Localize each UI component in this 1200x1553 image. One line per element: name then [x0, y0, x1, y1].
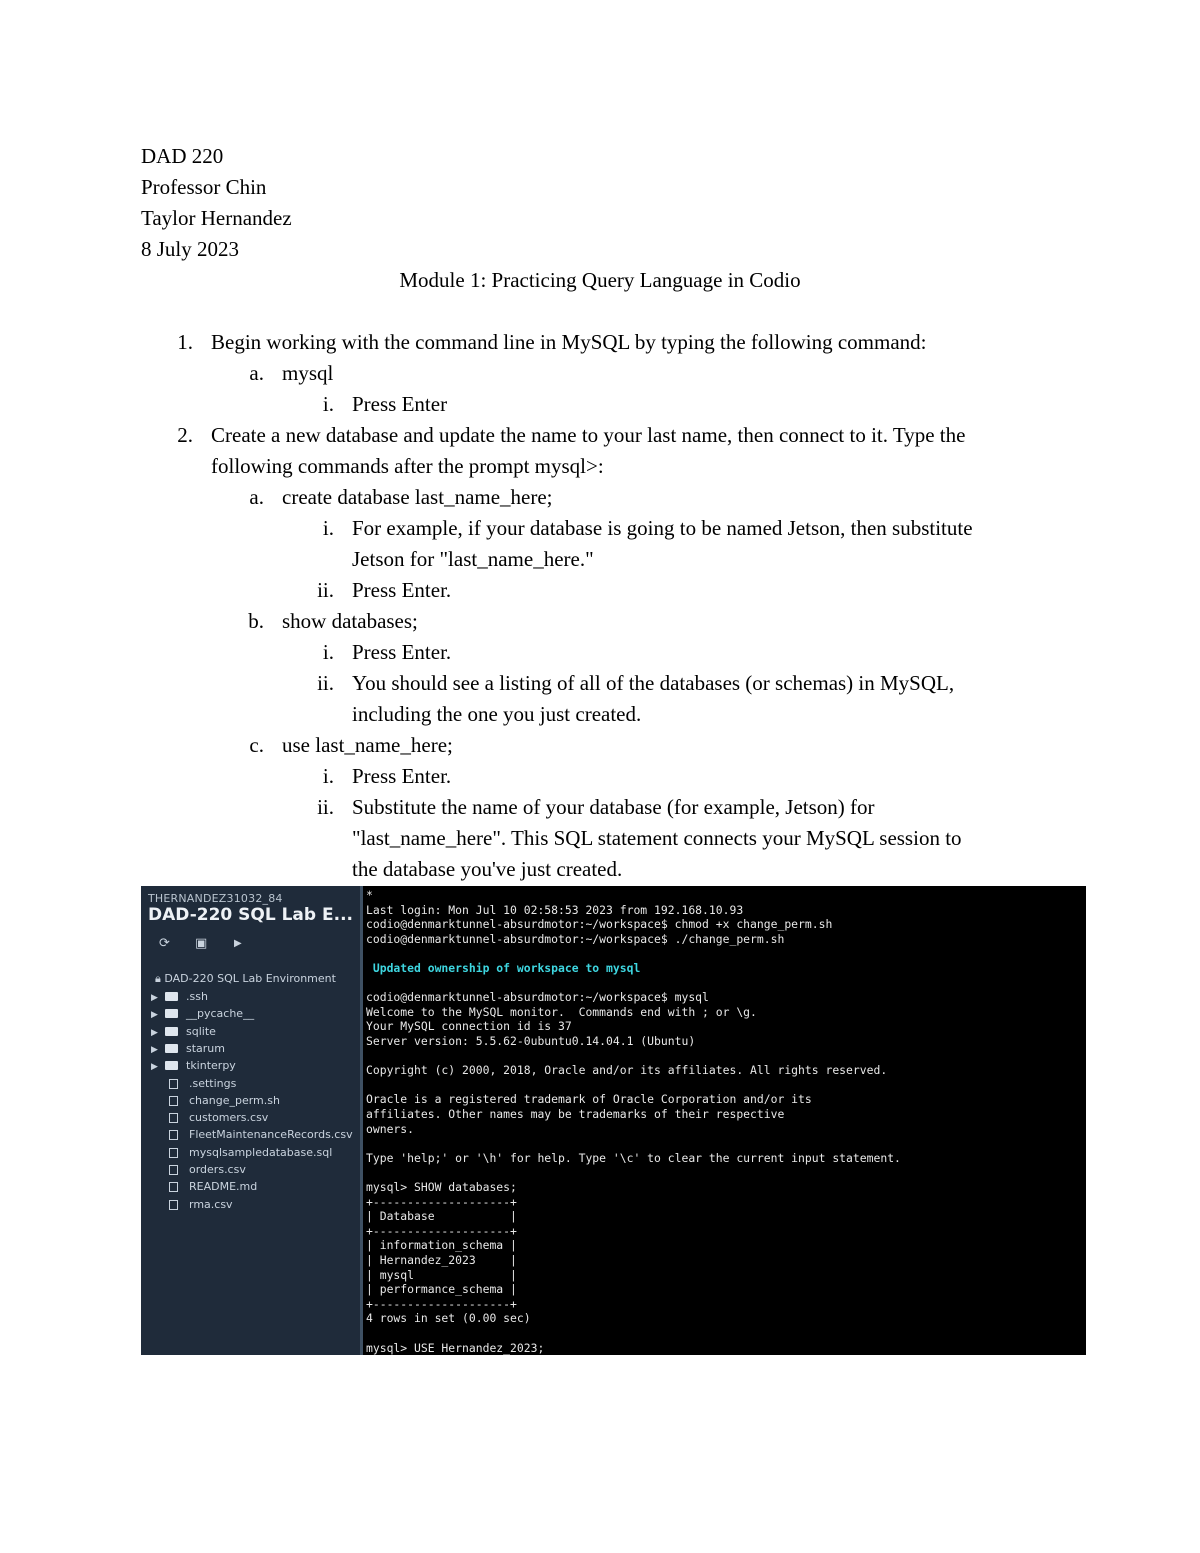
- file-item[interactable]: [169, 1161, 246, 1178]
- folder-item[interactable]: [151, 988, 208, 1005]
- lock-icon: 🔒︎: [155, 972, 161, 985]
- subsubstep-text: Press Enter.: [352, 578, 452, 602]
- substep-text: show databases;: [282, 609, 418, 633]
- file-item[interactable]: [169, 1144, 332, 1161]
- folder-item[interactable]: [151, 1057, 236, 1074]
- terminal-panel[interactable]: [363, 886, 1086, 1355]
- file-label: customers.csv: [189, 1111, 269, 1125]
- student-name: Taylor Hernandez: [141, 206, 292, 230]
- file-item[interactable]: [169, 1178, 257, 1195]
- file-label: FleetMaintenanceRecords.csv: [189, 1128, 353, 1142]
- file-label: rma.csv: [189, 1197, 233, 1211]
- folder-label: tkinterpy: [186, 1059, 236, 1073]
- folder-icon: [165, 1009, 178, 1018]
- subsubstep-label: ii.: [317, 671, 334, 695]
- step-number: 1.: [177, 330, 193, 354]
- terminal-line: Oracle is a registered trademark of Oracle Corporation and/or its: [366, 1092, 812, 1107]
- file-tree-sidebar: [141, 886, 360, 1355]
- chevron-right-icon[interactable]: ▶: [151, 1044, 158, 1055]
- substep-text: create database last_name_here;: [282, 485, 553, 509]
- folder-icon: [165, 992, 178, 1001]
- folder-icon: [165, 1061, 178, 1070]
- subsubstep-label: i.: [322, 764, 334, 788]
- file-label: mysqlsampledatabase.sql: [189, 1145, 333, 1159]
- terminal-line: codio@denmarktunnel-absurdmotor:~/workspace$ ./change_perm.sh: [366, 931, 785, 946]
- folder-label: __pycache__: [186, 1007, 255, 1021]
- terminal-line: Server version: 5.5.62-0ubuntu0.14.04.1 (Ubuntu): [366, 1034, 696, 1048]
- substep-text: mysql: [282, 361, 334, 385]
- refresh-icon[interactable]: ⟳: [159, 936, 170, 951]
- step-number: 2.: [177, 423, 193, 447]
- file-icon: [169, 1079, 178, 1089]
- terminal-line: Copyright (c) 2000, 2018, Oracle and/or its affiliates. All rights reserved.: [366, 1063, 888, 1078]
- substep-label: b.: [248, 609, 264, 633]
- terminal-line: *: [366, 888, 373, 902]
- image-icon[interactable]: ▣: [195, 936, 208, 951]
- folder-item[interactable]: [151, 1005, 254, 1022]
- folder-label: .ssh: [186, 990, 208, 1003]
- chevron-right-icon[interactable]: ▶: [151, 1027, 158, 1038]
- file-item[interactable]: [169, 1075, 236, 1092]
- folder-icon: [165, 1044, 178, 1053]
- terminal-line: mysql> USE Hernandez_2023;: [366, 1340, 545, 1355]
- terminal-line: +--------------------+: [366, 1223, 517, 1238]
- chevron-right-icon[interactable]: ▶: [151, 1010, 158, 1021]
- file-icon: [169, 1096, 178, 1106]
- terminal-line: +--------------------+: [366, 1194, 517, 1209]
- file-icon: [169, 1182, 178, 1192]
- terminal-line: Welcome to the MySQL monitor. Commands end with ; or \g.: [366, 1004, 757, 1019]
- subsubstep-text: You should see a listing of all of the databases (or schemas) in MySQL,: [352, 671, 955, 695]
- terminal-line: | mysql |: [366, 1267, 517, 1282]
- course-code: DAD 220: [141, 144, 224, 168]
- project-id: THERNANDEZ31032_84: [148, 892, 283, 905]
- terminal-line: | performance_schema |: [366, 1282, 517, 1297]
- subsubstep-label: i.: [322, 392, 334, 416]
- terminal-line: Updated ownership of workspace to mysql: [366, 961, 641, 975]
- file-label: orders.csv: [189, 1163, 246, 1176]
- play-icon[interactable]: ▶: [234, 938, 242, 949]
- subsubstep-label: i.: [322, 640, 334, 664]
- terminal-line: codio@denmarktunnel-absurdmotor:~/workspace$ chmod +x change_perm.sh: [366, 917, 833, 932]
- file-item[interactable]: [169, 1126, 353, 1143]
- step-text: Begin working with the command line in MySQL by typing the following command:: [211, 330, 927, 354]
- file-item[interactable]: [169, 1196, 233, 1213]
- subsubstep-text: the database you've just created.: [352, 857, 623, 881]
- file-icon: [169, 1200, 178, 1210]
- subsubstep-label: ii.: [317, 795, 334, 819]
- subsubstep-text: Jetson for "last_name_here.": [352, 547, 594, 571]
- project-name: DAD-220 SQL Lab E...: [148, 905, 353, 925]
- sidebar-toolbar: [141, 934, 360, 956]
- terminal-line: Last login: Mon Jul 10 02:58:53 2023 from 192.168.10.93: [366, 902, 744, 917]
- substep-label: a.: [249, 361, 264, 385]
- subsubstep-text: "last_name_here". This SQL statement connects your MySQL session to: [352, 826, 962, 850]
- subsubstep-label: ii.: [317, 578, 334, 602]
- terminal-line: | Hernandez_2023 |: [366, 1253, 517, 1267]
- subsubstep-text: For example, if your database is going to be named Jetson, then substitute: [352, 516, 973, 540]
- folder-item[interactable]: [151, 1040, 225, 1057]
- step-text: Create a new database and update the name to your last name, then connect to it. Type the: [211, 423, 966, 447]
- folder-item[interactable]: [151, 1023, 216, 1040]
- subsubstep-text: Press Enter.: [352, 764, 452, 788]
- document-date: 8 July 2023: [141, 237, 240, 261]
- terminal-line: Type 'help;' or '\h' for help. Type '\c' to clear the current input statement.: [366, 1150, 901, 1165]
- terminal-line: +--------------------+: [366, 1296, 517, 1311]
- chevron-right-icon[interactable]: ▶: [151, 993, 158, 1003]
- terminal-line: 4 rows in set (0.00 sec): [366, 1311, 531, 1326]
- tree-root[interactable]: [155, 972, 336, 986]
- folder-label: sqlite: [186, 1024, 216, 1038]
- subsubstep-text: including the one you just created.: [352, 702, 642, 726]
- codio-screenshot: [141, 886, 1086, 1355]
- file-item[interactable]: [169, 1092, 280, 1109]
- tree-root-label: DAD-220 SQL Lab Environment: [164, 972, 336, 985]
- subsubstep-text: Press Enter.: [352, 640, 452, 664]
- file-icon: [169, 1130, 178, 1140]
- folder-icon: [165, 1027, 178, 1036]
- terminal-line: codio@denmarktunnel-absurdmotor:~/workspace$ mysql: [366, 990, 709, 1005]
- file-item[interactable]: [169, 1109, 268, 1126]
- terminal-line: | Database |: [366, 1209, 517, 1224]
- terminal-line: Your MySQL connection id is 37: [366, 1019, 572, 1034]
- professor-name: Professor Chin: [141, 175, 267, 199]
- file-label: .settings: [189, 1076, 237, 1090]
- page-title: Module 1: Practicing Query Language in Codio: [399, 268, 801, 292]
- terminal-line: mysql> SHOW databases;: [366, 1180, 517, 1194]
- terminal-line: owners.: [366, 1121, 415, 1136]
- file-icon: [169, 1113, 178, 1123]
- file-label: README.md: [189, 1180, 258, 1194]
- step-text: following commands after the prompt mysql>:: [211, 454, 604, 478]
- terminal-line: affiliates. Other names may be trademarks of their respective: [366, 1107, 785, 1121]
- subsubstep-label: i.: [322, 516, 334, 540]
- subsubstep-text: Substitute the name of your database (for example, Jetson) for: [352, 795, 875, 819]
- terminal-line: | information_schema |: [366, 1238, 517, 1253]
- file-label: change_perm.sh: [189, 1093, 280, 1107]
- substep-label: c.: [249, 733, 264, 757]
- substep-text: use last_name_here;: [282, 733, 453, 757]
- file-icon: [169, 1165, 178, 1175]
- chevron-right-icon[interactable]: ▶: [151, 1062, 158, 1073]
- file-icon: [169, 1148, 178, 1158]
- subsubstep-text: Press Enter: [352, 392, 448, 416]
- folder-label: starum: [186, 1041, 225, 1055]
- substep-label: a.: [249, 485, 264, 509]
